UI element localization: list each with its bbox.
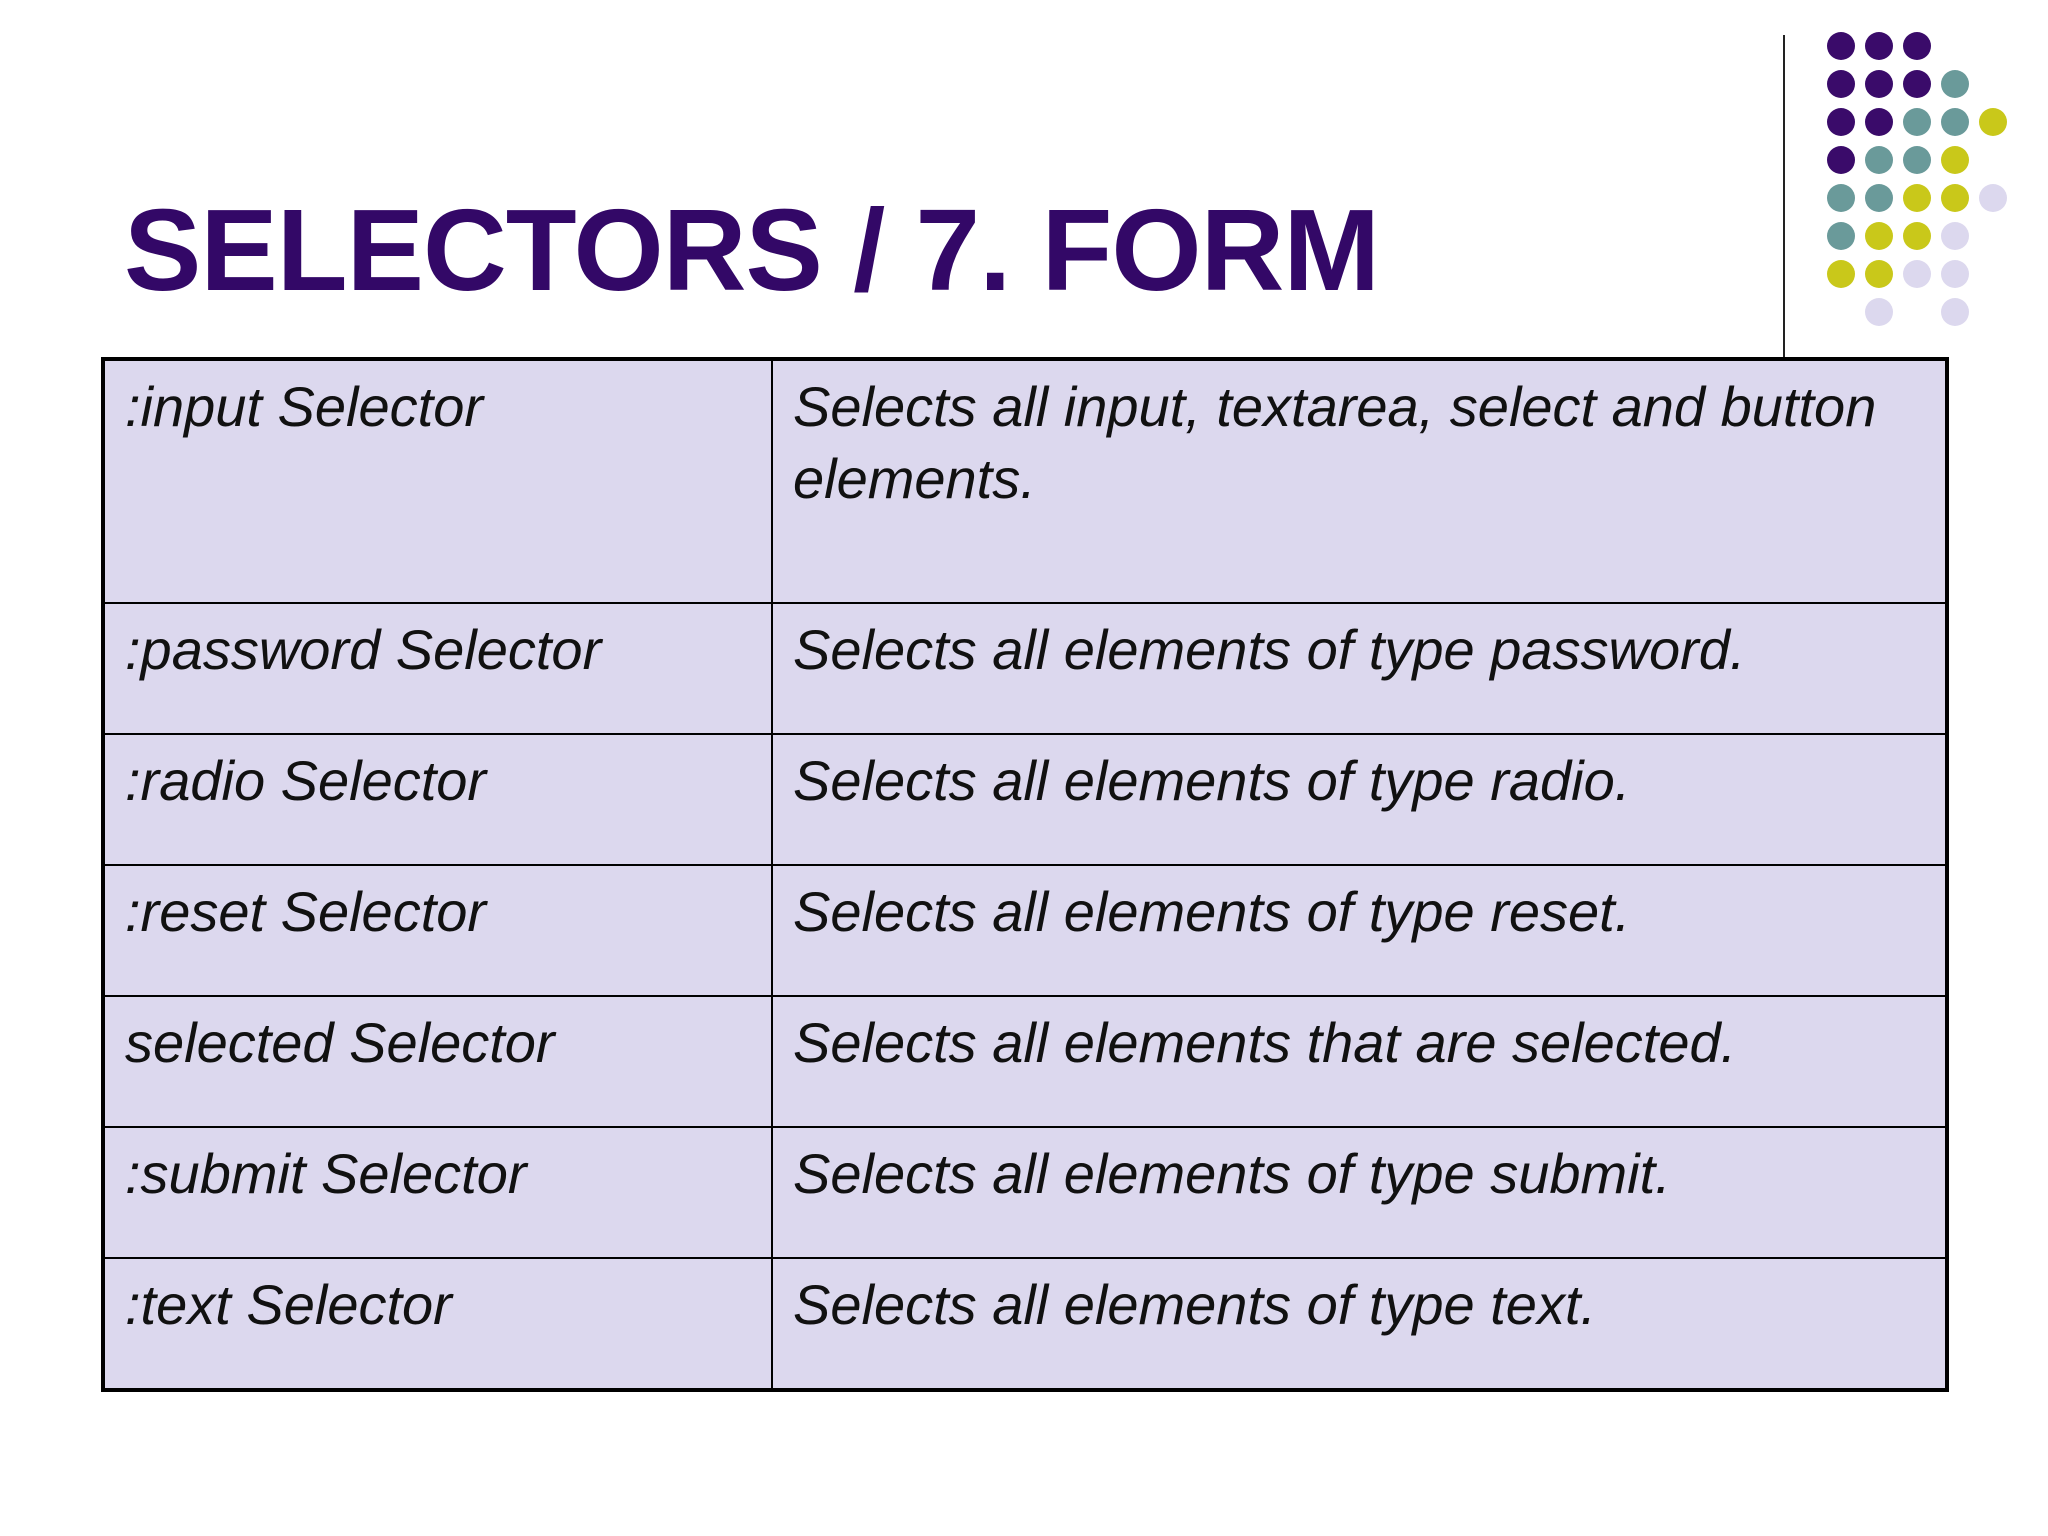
decorative-dot <box>1979 184 2007 212</box>
vertical-divider <box>1783 35 1785 357</box>
decorative-dot <box>1827 32 1855 60</box>
decorative-dot <box>1827 260 1855 288</box>
decorative-dot <box>1865 260 1893 288</box>
selector-description-cell: Selects all elements that are selected. <box>772 996 1945 1127</box>
selector-name-cell: :text Selector <box>105 1258 772 1388</box>
selector-name-cell: :password Selector <box>105 603 772 734</box>
decorative-dot <box>1865 146 1893 174</box>
decorative-dot <box>1903 108 1931 136</box>
selector-description-cell: Selects all elements of type reset. <box>772 865 1945 996</box>
selector-description-cell: Selects all input, textarea, select and button elements. <box>772 361 1945 603</box>
table-row <box>105 1127 1945 1258</box>
selector-name-cell: selected Selector <box>105 996 772 1127</box>
decorative-dot <box>1865 70 1893 98</box>
decorative-dot <box>1827 108 1855 136</box>
table-row <box>105 603 1945 734</box>
decorative-dot <box>1903 146 1931 174</box>
decorative-dot <box>1903 32 1931 60</box>
decorative-dot <box>1941 146 1969 174</box>
decorative-dot <box>1865 32 1893 60</box>
decorative-dot <box>1941 184 1969 212</box>
decorative-dot <box>1941 260 1969 288</box>
decorative-dot <box>1865 184 1893 212</box>
decorative-dot <box>1903 222 1931 250</box>
selector-description-cell: Selects all elements of type radio. <box>772 734 1945 865</box>
table-row <box>105 734 1945 865</box>
decorative-dot <box>1903 184 1931 212</box>
decorative-dot <box>1941 70 1969 98</box>
selector-name-cell: :radio Selector <box>105 734 772 865</box>
table-row <box>105 361 1945 603</box>
decorative-dot <box>1941 222 1969 250</box>
decorative-dot <box>1827 146 1855 174</box>
decorative-dot <box>1865 222 1893 250</box>
selector-name-cell: :submit Selector <box>105 1127 772 1258</box>
decorative-dot <box>1941 108 1969 136</box>
selectors-table <box>101 357 1949 1392</box>
decorative-dot <box>1941 298 1969 326</box>
selector-name-cell: :input Selector <box>105 361 772 603</box>
table-row <box>105 1258 1945 1388</box>
selector-description-cell: Selects all elements of type password. <box>772 603 1945 734</box>
table-row <box>105 996 1945 1127</box>
selector-description-cell: Selects all elements of type text. <box>772 1258 1945 1388</box>
decorative-dot <box>1827 184 1855 212</box>
decorative-dot <box>1903 260 1931 288</box>
decorative-dot <box>1979 108 2007 136</box>
decorative-dot <box>1827 70 1855 98</box>
decorative-dot <box>1865 298 1893 326</box>
decorative-dot <box>1903 70 1931 98</box>
table-row <box>105 865 1945 996</box>
decorative-dot <box>1827 222 1855 250</box>
slide-title: SELECTORS / 7. FORM <box>124 185 1380 315</box>
decorative-dot <box>1865 108 1893 136</box>
selector-description-cell: Selects all elements of type submit. <box>772 1127 1945 1258</box>
selector-name-cell: :reset Selector <box>105 865 772 996</box>
